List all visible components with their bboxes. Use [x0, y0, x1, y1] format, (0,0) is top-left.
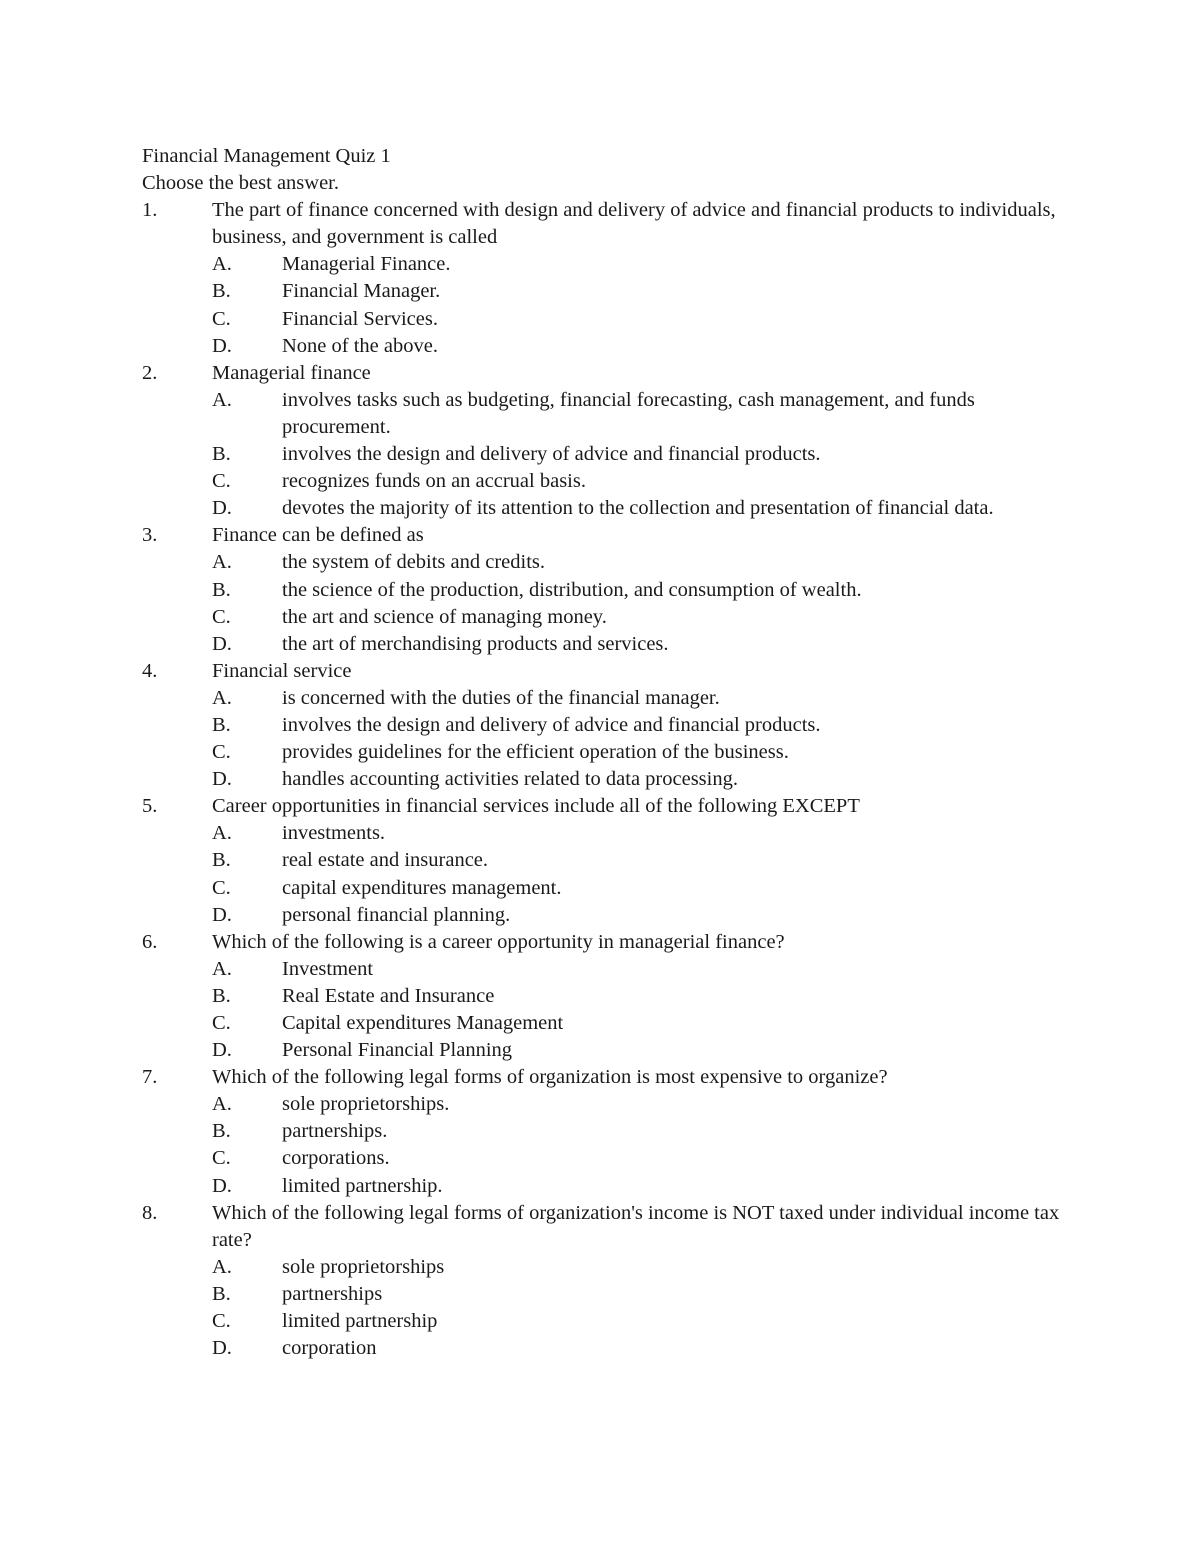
- option-text: the science of the production, distribution, and consumption of wealth.: [282, 578, 862, 601]
- option-letter: C.: [212, 741, 231, 764]
- option-text: the art of merchandising products and services.: [282, 632, 669, 655]
- question-text: Managerial finance: [212, 361, 371, 384]
- question-6: [142, 929, 1062, 956]
- option-text: real estate and insurance.: [282, 849, 489, 872]
- option-text: handles accounting activities related to data processing.: [282, 768, 738, 791]
- option-7-a: [142, 1091, 1062, 1118]
- question-number: 4.: [142, 659, 158, 682]
- option-5-c: [142, 875, 1062, 902]
- question-7: [142, 1064, 1062, 1091]
- option-6-c: [142, 1010, 1062, 1037]
- option-1-a: [142, 251, 1062, 278]
- option-1-c: [142, 306, 1062, 333]
- option-2-a: [142, 387, 1062, 441]
- option-letter: D.: [212, 1174, 232, 1197]
- option-6-d: [142, 1037, 1062, 1064]
- option-text: limited partnership: [282, 1310, 438, 1333]
- option-letter: B.: [212, 984, 231, 1007]
- question-text: Financial service: [212, 659, 352, 682]
- option-2-d: [142, 495, 1062, 522]
- option-text: provides guidelines for the efficient operation of the business.: [282, 741, 789, 764]
- option-letter: B.: [212, 578, 231, 601]
- document-title: Financial Management Quiz 1: [142, 145, 391, 167]
- option-letter: C.: [212, 1012, 231, 1034]
- option-letter: B.: [212, 280, 231, 303]
- option-text: sole proprietorships.: [282, 1093, 450, 1116]
- option-8-c: [142, 1308, 1062, 1335]
- option-text: Financial Manager.: [282, 280, 441, 303]
- option-text: sole proprietorships: [282, 1255, 445, 1278]
- option-text: investments.: [282, 822, 386, 845]
- document-body: [142, 143, 1062, 1362]
- question-8: [142, 1200, 1062, 1254]
- question-1: [142, 197, 1062, 251]
- option-text: is concerned with the duties of the financial manager.: [282, 686, 720, 709]
- option-letter: A.: [212, 388, 232, 411]
- option-2-b: [142, 441, 1062, 468]
- option-letter: A.: [212, 253, 232, 276]
- option-3-c: [142, 604, 1062, 631]
- option-2-c: [142, 468, 1062, 495]
- option-letter: B.: [212, 1282, 231, 1305]
- option-6-b: [142, 983, 1062, 1010]
- option-letter: D.: [212, 334, 232, 357]
- option-5-a: [142, 820, 1062, 847]
- question-number: 2.: [142, 361, 158, 384]
- question-text: Which of the following legal forms of organization's income is NOT taxed under individual income tax rate?: [212, 1201, 1060, 1251]
- question-2: [142, 360, 1062, 387]
- option-text: corporations.: [282, 1147, 390, 1170]
- option-3-d: [142, 631, 1062, 658]
- option-letter: B.: [212, 713, 231, 736]
- option-text: the art and science of managing money.: [282, 605, 607, 628]
- question-number: 5.: [142, 795, 158, 818]
- question-number: 3.: [142, 524, 158, 547]
- option-letter: C.: [212, 876, 231, 899]
- option-3-b: [142, 577, 1062, 604]
- question-5: [142, 793, 1062, 820]
- option-letter: A.: [212, 1093, 232, 1116]
- option-letter: A.: [212, 957, 232, 980]
- option-8-d: [142, 1335, 1062, 1362]
- option-letter: B.: [212, 1120, 231, 1143]
- option-letter: B.: [212, 849, 231, 872]
- option-text: corporation: [282, 1337, 377, 1360]
- option-text: None of the above.: [282, 334, 438, 357]
- option-text: involves the design and delivery of advice and financial products.: [282, 443, 821, 466]
- option-letter: D.: [212, 903, 232, 926]
- option-letter: C.: [212, 470, 231, 493]
- option-6-a: [142, 956, 1062, 983]
- option-letter: B.: [212, 443, 231, 466]
- option-letter: D.: [212, 768, 232, 791]
- question-list: [142, 197, 1062, 1362]
- question-4: [142, 658, 1062, 685]
- option-4-b: [142, 712, 1062, 739]
- question-number: 8.: [142, 1201, 158, 1224]
- option-4-a: [142, 685, 1062, 712]
- option-7-d: [142, 1173, 1062, 1200]
- option-letter: C.: [212, 605, 231, 628]
- option-8-b: [142, 1281, 1062, 1308]
- option-text: limited partnership.: [282, 1174, 443, 1197]
- option-letter: D.: [212, 1039, 232, 1062]
- instructions: Choose the best answer.: [142, 172, 339, 195]
- option-text: Financial Services.: [282, 307, 438, 330]
- option-letter: C.: [212, 1310, 231, 1333]
- option-5-b: [142, 847, 1062, 874]
- option-text: capital expenditures management.: [282, 876, 562, 899]
- option-letter: A.: [212, 822, 232, 845]
- option-text: Investment: [282, 957, 374, 980]
- option-4-d: [142, 766, 1062, 793]
- option-letter: C.: [212, 307, 231, 330]
- option-text: Managerial Finance.: [282, 253, 451, 276]
- option-text: Real Estate and Insurance: [282, 984, 495, 1007]
- option-7-c: [142, 1145, 1062, 1172]
- option-text: involves tasks such as budgeting, financial forecasting, cash management, and funds procurement.: [282, 388, 975, 438]
- option-letter: A.: [212, 686, 232, 709]
- option-8-a: [142, 1254, 1062, 1281]
- option-text: partnerships.: [282, 1120, 388, 1143]
- question-number: 7.: [142, 1066, 158, 1089]
- option-text: recognizes funds on an accrual basis.: [282, 470, 586, 493]
- option-1-d: [142, 333, 1062, 360]
- option-letter: A.: [212, 551, 232, 574]
- question-text: Which of the following is a career opportunity in managerial finance?: [212, 930, 785, 953]
- option-text: Personal Financial Planning: [282, 1039, 513, 1062]
- option-7-b: [142, 1118, 1062, 1145]
- option-text: involves the design and delivery of advice and financial products.: [282, 713, 821, 736]
- question-3: [142, 522, 1062, 549]
- option-text: devotes the majority of its attention to the collection and presentation of financial data.: [282, 497, 994, 520]
- question-number: 6.: [142, 930, 158, 953]
- option-letter: D.: [212, 497, 232, 520]
- option-letter: D.: [212, 1337, 232, 1360]
- option-text: personal financial planning.: [282, 903, 511, 926]
- question-text: Finance can be defined as: [212, 524, 424, 547]
- option-5-d: [142, 902, 1062, 929]
- option-text: Capital expenditures Management: [282, 1012, 564, 1034]
- option-text: partnerships: [282, 1282, 383, 1305]
- option-4-c: [142, 739, 1062, 766]
- option-letter: C.: [212, 1147, 231, 1170]
- option-text: the system of debits and credits.: [282, 551, 546, 574]
- option-3-a: [142, 549, 1062, 576]
- option-letter: A.: [212, 1255, 232, 1278]
- question-text: Career opportunities in financial services include all of the following EXCEPT: [212, 795, 860, 818]
- question-number: 1.: [142, 199, 158, 222]
- question-text: The part of finance concerned with design and delivery of advice and financial products to individuals, business, and government is called: [212, 199, 1056, 249]
- option-letter: D.: [212, 632, 232, 655]
- option-1-b: [142, 278, 1062, 305]
- question-text: Which of the following legal forms of organization is most expensive to organize?: [212, 1066, 888, 1089]
